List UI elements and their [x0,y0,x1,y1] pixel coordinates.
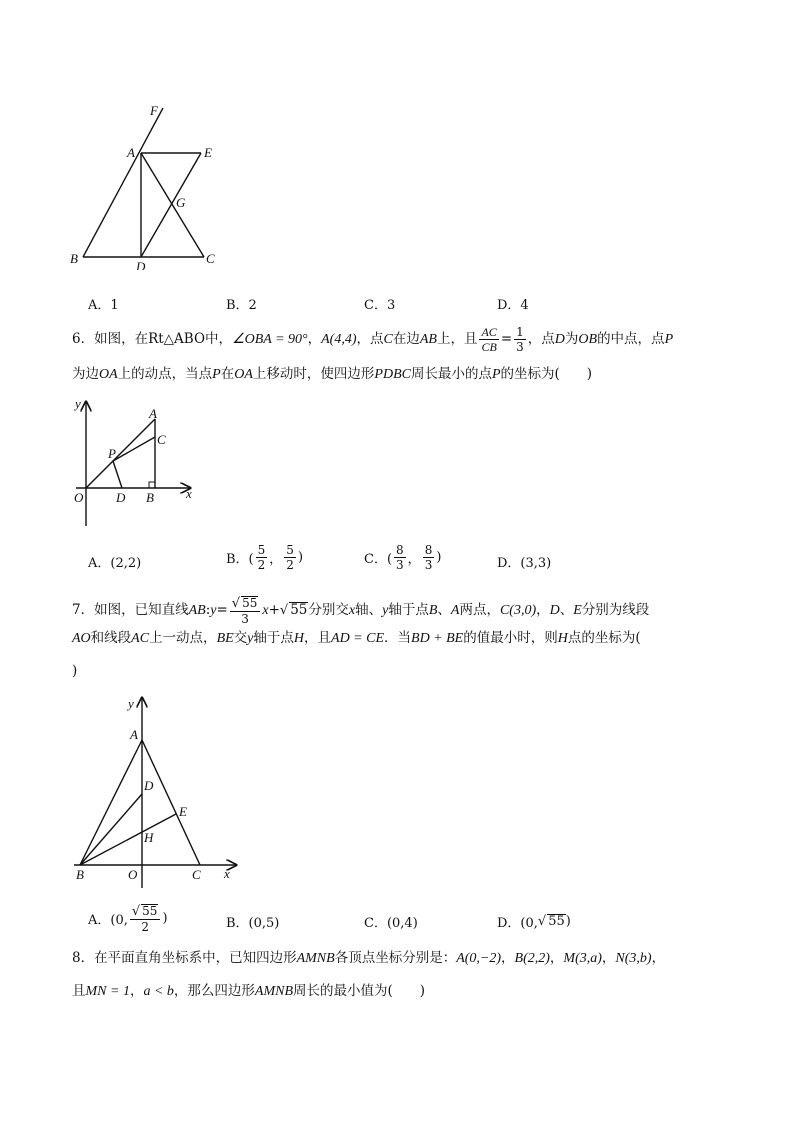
q6-option-a[interactable]: A．(2,2) [88,556,142,571]
label-C: C [192,867,201,882]
q6-option-b[interactable]: B．( $\frac{5}{2}$ ， $\frac{5}{2}$ ) [226,543,304,572]
q8-line2: 且MN = 1，a < b，那么四边形AMNB周长的最小值为( ) [72,983,426,999]
q7-option-d[interactable]: D．(0, √ 55 ) [497,913,571,931]
label-F: F [150,103,158,118]
segment-OA [86,419,155,488]
label-B: B [70,251,78,266]
label-A: A [127,145,135,160]
q7-line2: AO和线段AC上一动点，BE交y轴于点H，且AD = CE．当BD + BE的值最小时，则H点的坐标为( [72,630,641,646]
label-C: C [157,432,166,447]
q8-line1: 8．在平面直角坐标系中，已知四边形AMNB各顶点坐标分别是：A(0,−2)，B(2,2)，M(3,a)，N(3,b)， [72,950,666,966]
q5-option-a[interactable]: A．1 [88,298,119,313]
q7-option-c[interactable]: C．(0,4) [364,916,418,931]
right-angle-mark [149,482,155,488]
q6-line1: 6．如图，在Rt△ABO中，∠OBA = 90°，A(4,4)，点C在边AB上，且 $\frac{AC}{CB}$ = $\frac{1}{3}$ ，点D为OB的中点，点P [72,325,674,354]
label-H: H [144,830,154,845]
q5-option-c[interactable]: C．3 [364,298,396,313]
label-O: O [74,490,84,505]
segment-AC [142,740,200,865]
label-D: D [144,778,154,793]
label-P: P [108,446,116,461]
segment-PD [113,461,122,488]
label-G: G [176,195,186,210]
segment-BE [80,814,176,865]
line-BF [83,108,163,257]
fraction-one-third: $\frac{1}{3}$ [516,325,524,354]
q5-options [0,290,794,316]
label-y: y [128,696,134,711]
label-E: E [204,145,212,160]
q6-option-c[interactable]: C．( $\frac{8}{3}$ ， $\frac{8}{3}$ ) [364,543,442,572]
label-y: y [75,396,81,411]
label-D: D [116,490,126,505]
label-A: A [130,727,138,742]
q7-option-a[interactable]: A．(0, $\frac{√ 55}{2}$ ) [88,904,168,935]
label-B: B [146,490,154,505]
q7-line3: ) [72,663,78,679]
segment-BD [80,794,142,865]
q7-options [0,904,794,938]
figure-q6 [66,394,206,530]
label-E: E [179,804,187,819]
label-B: B [76,867,84,882]
label-x: x [224,866,230,881]
figure-q5 [60,100,240,270]
label-A: A [149,406,157,421]
segment-AB [80,740,142,865]
q5-option-b[interactable]: B．2 [226,298,257,313]
label-O: O [128,867,138,882]
q7-option-b[interactable]: B．(0,5) [226,916,280,931]
fraction-sqrt55-over-3: $\frac{√ 55}{3}$ [230,596,261,625]
label-C: C [206,251,215,266]
figure-q7 [66,692,246,890]
label-x: x [186,486,192,501]
q7-line1: 7．如图，已知直线AB:y= $\frac{√ 55}{3}$ x+√ 55分别交x轴、y轴于点B、A两点，C(3,0)，D、E分别为线段 [72,596,650,627]
label-D: D [136,259,146,270]
fraction-ac-cb: $\frac{AC}{CB}$ [481,325,497,354]
q6-option-d[interactable]: D．(3,3) [497,556,552,571]
q6-options [0,544,794,576]
q5-option-d[interactable]: D．4 [497,298,529,313]
q6-line2: 为边OA上的动点，当点P在OA上移动时，使四边形PDBC周长最小的点P的坐标为( ) [72,366,593,382]
